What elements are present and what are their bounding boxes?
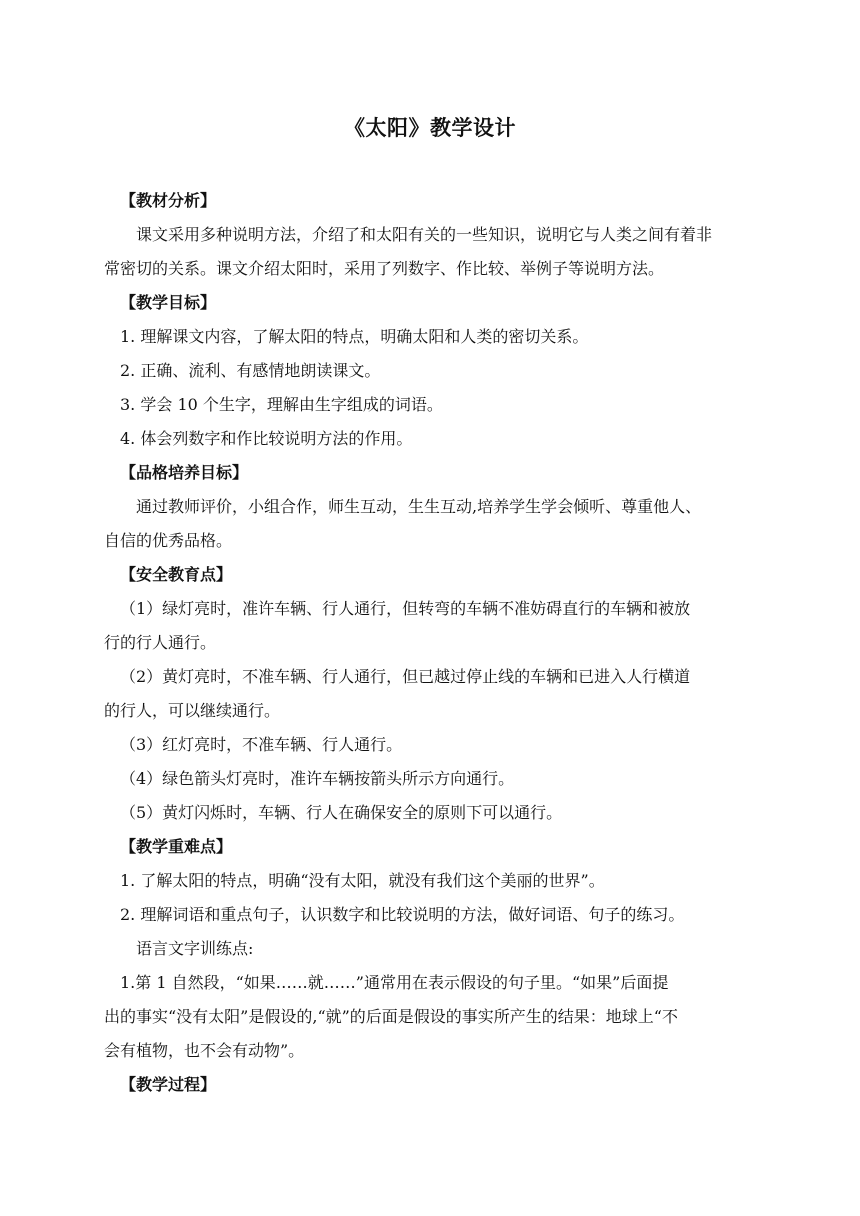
section-heading-character: 【品格培养目标】: [120, 463, 249, 482]
analysis-line-1: 课文采用多种说明方法，介绍了和太阳有关的一些知识，说明它与人类之间有着非: [136, 225, 713, 244]
section-heading-safety: 【安全教育点】: [120, 565, 233, 584]
section-heading-process: 【教学过程】: [120, 1075, 217, 1094]
training-line-2: 出的事实“没有太阳”是假设的,“就”的后面是假设的事实所产生的结果：地球上“不: [104, 1007, 678, 1026]
section-heading-goals: 【教学目标】: [120, 293, 217, 312]
safety-line-6: （4）绿色箭头灯亮时，准许车辆按箭头所示方向通行。: [120, 769, 515, 788]
goal-item-1: 1. 理解课文内容，了解太阳的特点，明确太阳和人类的密切关系。: [120, 327, 589, 346]
safety-line-3: （2）黄灯亮时，不准车辆、行人通行，但已越过停止线的车辆和已进入人行横道: [120, 667, 691, 686]
document-title: 《太阳》教学设计: [344, 116, 516, 140]
analysis-line-2: 常密切的关系。课文介绍太阳时，采用了列数字、作比较、举例子等说明方法。: [104, 259, 665, 278]
key-point-item-2: 2. 理解词语和重点句子，认识数字和比较说明的方法，做好词语、句子的练习。: [120, 905, 685, 924]
training-line-3: 会有植物，也不会有动物”。: [104, 1041, 305, 1060]
character-line-1: 通过教师评价，小组合作，师生互动，生生互动,培养学生学会倾听、尊重他人、: [136, 497, 702, 516]
document-body: [104, 184, 760, 1102]
key-point-item-1: 1. 了解太阳的特点，明确“没有太阳，就没有我们这个美丽的世界”。: [120, 871, 605, 890]
goal-item-2: 2. 正确、流利、有感情地朗读课文。: [120, 361, 381, 380]
safety-line-2: 行的行人通行。: [104, 633, 217, 652]
section-heading-key-points: 【教学重难点】: [120, 837, 233, 856]
goal-item-3: 3. 学会 10 个生字，理解由生字组成的词语。: [120, 395, 443, 414]
safety-line-5: （3）红灯亮时，不准车辆、行人通行。: [120, 735, 403, 754]
goal-item-4: 4. 体会列数字和作比较说明方法的作用。: [120, 429, 413, 448]
section-heading-analysis: 【教材分析】: [120, 191, 217, 210]
training-label: 语言文字训练点:: [136, 939, 254, 958]
safety-line-7: （5）黄灯闪烁时，车辆、行人在确保安全的原则下可以通行。: [120, 803, 563, 822]
safety-line-4: 的行人，可以继续通行。: [104, 701, 281, 720]
training-line-1: 1.第 1 自然段，“如果……就……”通常用在表示假设的句子里。“如果”后面提: [120, 973, 669, 992]
safety-line-1: （1）绿灯亮时，准许车辆、行人通行，但转弯的车辆不准妨碍直行的车辆和被放: [120, 599, 691, 618]
character-line-2: 自信的优秀品格。: [104, 531, 233, 550]
